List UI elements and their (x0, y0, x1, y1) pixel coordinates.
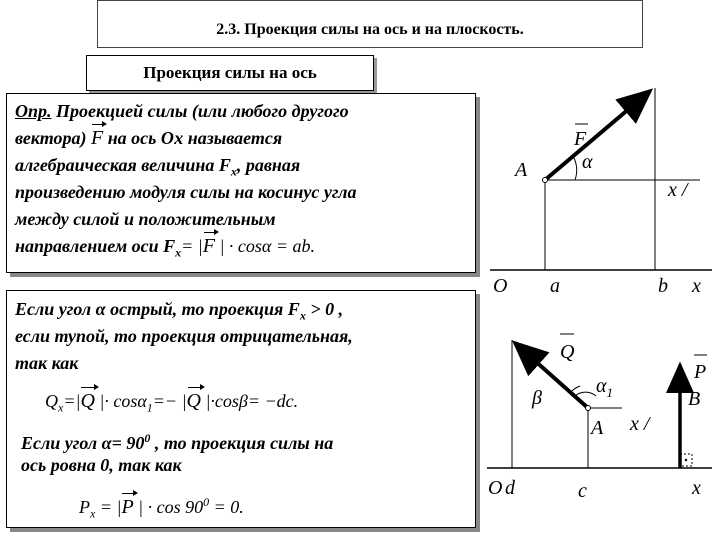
label-A-bottom: A (591, 417, 604, 439)
angle-alpha1-arc (575, 392, 596, 396)
cases-line-2: если тупой, то проекция отрицательная, (15, 326, 353, 346)
definition-line-6: направлением оси $F_x= |F$ | · cosα = ab. (15, 235, 316, 260)
definition-line-4: произведению модуля силы на косинус угла (15, 182, 357, 202)
definition-line-1: Опр. Проекцией силы (или любого другого (15, 101, 349, 121)
label-x: x (692, 275, 701, 297)
label-B: B (688, 388, 701, 410)
force-vector-Q (515, 343, 588, 408)
label-A: A (515, 159, 528, 181)
vector-Q-2: Q (186, 390, 201, 412)
label-O-bottom: O (488, 477, 503, 499)
label-x-bottom: x (692, 477, 701, 499)
equation-Qx: $Q_x=|Q$ |· cosα$_1$=− |Q |·cosβ= −dc. (45, 390, 299, 415)
subtitle-text: Проекция силы на ось (143, 63, 317, 82)
label-x-prime-bottom: x / (630, 413, 650, 435)
definition-line-5: между силой и положительным (15, 209, 276, 229)
right-angle-dot (685, 459, 687, 461)
cases-line-5: Если угол $\alpha= 90^0$ , то проекция силы на (21, 431, 334, 453)
cases-line-1: Если угол α острый, то проекция $F_x > 0$ , (15, 299, 344, 323)
vector-F: F (90, 127, 104, 149)
label-P: P (694, 361, 707, 383)
cases-line-6: ось ровна 0, так как (21, 455, 182, 475)
header-title: 2.3. Проекция силы на ось и на плоскость. (216, 21, 524, 38)
equation-Px: $P_x = |P$ | · $\cos 90^0 = 0$. (79, 495, 244, 521)
vector-F-2: F (202, 235, 215, 257)
label-alpha: α (582, 151, 593, 173)
label-Q: Q (560, 341, 575, 363)
angle-beta-arc (570, 386, 580, 393)
label-a: a (550, 275, 560, 297)
point-A-bottom (586, 406, 591, 411)
label-b: b (658, 275, 668, 297)
label-F: F (574, 128, 587, 150)
label-d: d (505, 477, 515, 499)
definition-line-3: алгебраическая величина $F_x$, равная (15, 155, 301, 179)
label-x-prime: x / (668, 179, 688, 201)
vector-P: P (121, 496, 134, 518)
label-O: O (493, 275, 508, 297)
cases-line-3: так как (15, 353, 79, 373)
label-alpha1: $\alpha_1$ (596, 375, 613, 400)
vector-Q: Q (80, 390, 95, 412)
label-c: c (578, 480, 587, 502)
label-beta: β (532, 387, 542, 409)
definition-line-2: вектора) F на ось Ох называется (15, 127, 283, 149)
